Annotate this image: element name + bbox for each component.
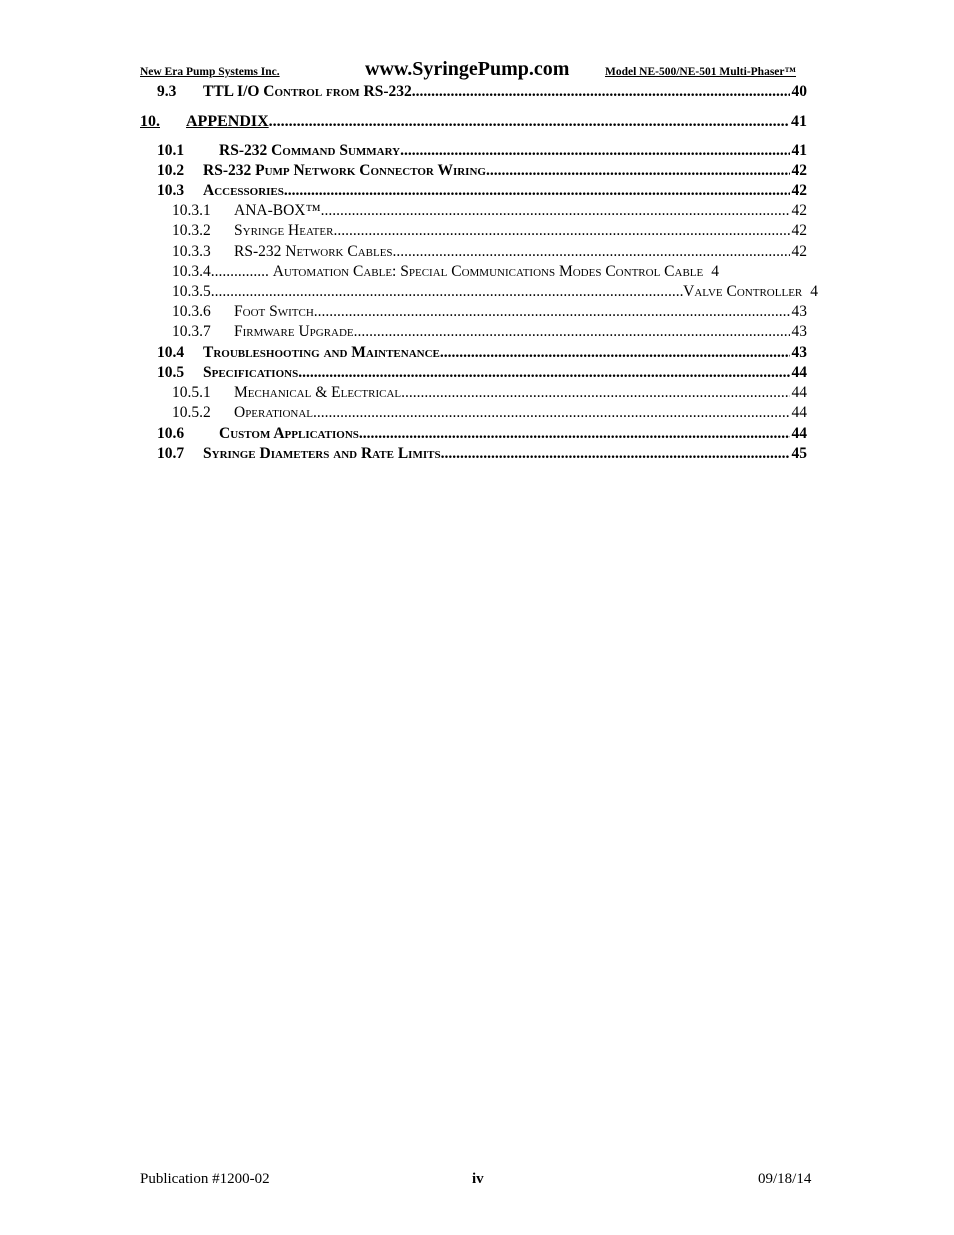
toc-leader [412, 82, 790, 102]
toc-entry-number: 10.5.1 [172, 384, 211, 401]
toc-entry[interactable] [172, 403, 807, 423]
toc-entry-number: 10.5.2 [172, 404, 211, 421]
toc-entry-page: 4 [711, 263, 719, 280]
toc-entry-title: Specifications [203, 364, 299, 381]
toc-entry-page: 42 [791, 162, 807, 179]
toc-entry[interactable] [157, 82, 807, 102]
toc-leader [401, 383, 789, 403]
toc-leader [441, 444, 790, 464]
toc-entry-title: Foot Switch [234, 303, 314, 320]
toc-entry-number: 9.3 [157, 83, 177, 100]
toc-entry-title: RS-232 Network Cables [234, 243, 393, 260]
toc-leader [400, 141, 789, 161]
toc-entry-number: 10.5 [157, 364, 185, 381]
toc-leader [298, 363, 789, 383]
toc-entry-title: Custom Applications [219, 425, 359, 442]
toc-entry-page: 45 [791, 445, 807, 462]
toc-entry-page: 44 [791, 425, 807, 442]
toc-entry-number: 10.3.5 [172, 283, 211, 300]
toc-entry[interactable] [172, 221, 807, 241]
toc-leader [211, 282, 683, 302]
toc-entry[interactable] [157, 363, 807, 383]
toc-entry-page: 44 [791, 384, 807, 401]
toc-entry-title: Accessories [203, 182, 284, 199]
toc-leader [486, 161, 790, 181]
toc-entry-title: RS-232 Pump Network Connector Wiring [203, 162, 486, 179]
toc-entry-page: 44 [791, 364, 807, 381]
toc-leader [354, 322, 790, 342]
toc-entry-title: Mechanical & Electrical [234, 384, 402, 401]
toc-entry[interactable] [157, 424, 807, 444]
toc-entry-number: 10.3.3 [172, 243, 211, 260]
toc-entry-page: 4 [810, 283, 818, 300]
toc-entry-number: 10.4 [157, 344, 185, 361]
toc-leader [314, 302, 790, 322]
header-model: Model NE-500/NE-501 Multi-Phaser™ [605, 66, 797, 78]
toc-leader [333, 221, 789, 241]
toc-leader [313, 403, 789, 423]
toc-entry-title: TTL I/O Control from RS-232 [203, 83, 412, 100]
toc-leader [321, 201, 790, 221]
toc-entry-page: 42 [791, 222, 807, 239]
toc-entry-number: 10.3.7 [172, 323, 211, 340]
toc-entry-page: 43 [791, 323, 807, 340]
footer-date: 09/18/14 [758, 1171, 812, 1187]
toc-entry-number: 10.7 [157, 445, 185, 462]
toc-leader [393, 242, 790, 262]
toc-entry-page: 40 [791, 83, 807, 100]
toc-entry-page: 43 [791, 344, 807, 361]
toc-leader [440, 343, 790, 363]
toc-entry-title: Syringe Diameters and Rate Limits [203, 445, 441, 462]
toc-entry[interactable] [172, 262, 818, 282]
toc-entry-number: 10.3.6 [172, 303, 211, 320]
toc-entry-number: 10.3 [157, 182, 185, 199]
toc-entry-title: ANA-BOX™ [234, 202, 321, 219]
toc-leader [284, 181, 790, 201]
toc-entry-title: Operational [234, 404, 314, 421]
toc-entry-number: 10.6 [157, 425, 185, 442]
toc-entry-number: 10.1 [157, 142, 185, 159]
toc-entry-number: 10.3.1 [172, 202, 211, 219]
toc-entry[interactable] [172, 302, 807, 322]
toc-leader [211, 262, 269, 282]
header-company: New Era Pump Systems Inc. [140, 66, 280, 78]
toc-entry[interactable] [172, 201, 807, 221]
toc-entry-number: 10.3.2 [172, 222, 211, 239]
toc-entry-title: Troubleshooting and Maintenance [203, 344, 440, 361]
toc-entry-page: 42 [791, 182, 807, 199]
toc-entry-number: 10.3.4 [172, 263, 211, 280]
footer-publication: Publication #1200-02 [140, 1171, 270, 1187]
toc-entry-title: RS-232 Command Summary [219, 142, 401, 159]
toc-entry-page: 41 [791, 113, 807, 130]
toc-entry[interactable] [172, 282, 818, 302]
toc-entry-page: 43 [791, 303, 807, 320]
toc-entry[interactable] [172, 322, 807, 342]
toc-entry-page: 41 [791, 142, 807, 159]
toc-entry[interactable] [157, 181, 807, 201]
toc-entry-title: Firmware Upgrade [234, 323, 354, 340]
toc-entry-title: Automation Cable: Special Communications Modes Control Cable [272, 263, 704, 280]
toc-entry-page: 44 [791, 404, 807, 421]
toc-entry[interactable] [140, 112, 807, 132]
toc-entry-page: 42 [791, 243, 807, 260]
toc-entry-number: 10.2 [157, 162, 185, 179]
toc-entry[interactable] [157, 161, 807, 181]
toc-entry[interactable] [172, 383, 807, 403]
toc-entry[interactable] [157, 141, 807, 161]
toc-entry[interactable] [157, 444, 807, 464]
toc-leader [269, 112, 789, 132]
toc-entry-title: Valve Controller [683, 283, 803, 300]
toc-entry-number: 10. [140, 113, 160, 130]
toc-entry[interactable] [172, 242, 807, 262]
toc-entry-title: APPENDIX [186, 113, 269, 130]
toc-entry-title: Syringe Heater [234, 222, 334, 239]
toc-entry-page: 42 [791, 202, 807, 219]
toc-leader [359, 424, 790, 444]
footer-page-number: iv [472, 1171, 484, 1187]
toc-entry[interactable] [157, 343, 807, 363]
header-website: www.SyringePump.com [365, 58, 570, 80]
